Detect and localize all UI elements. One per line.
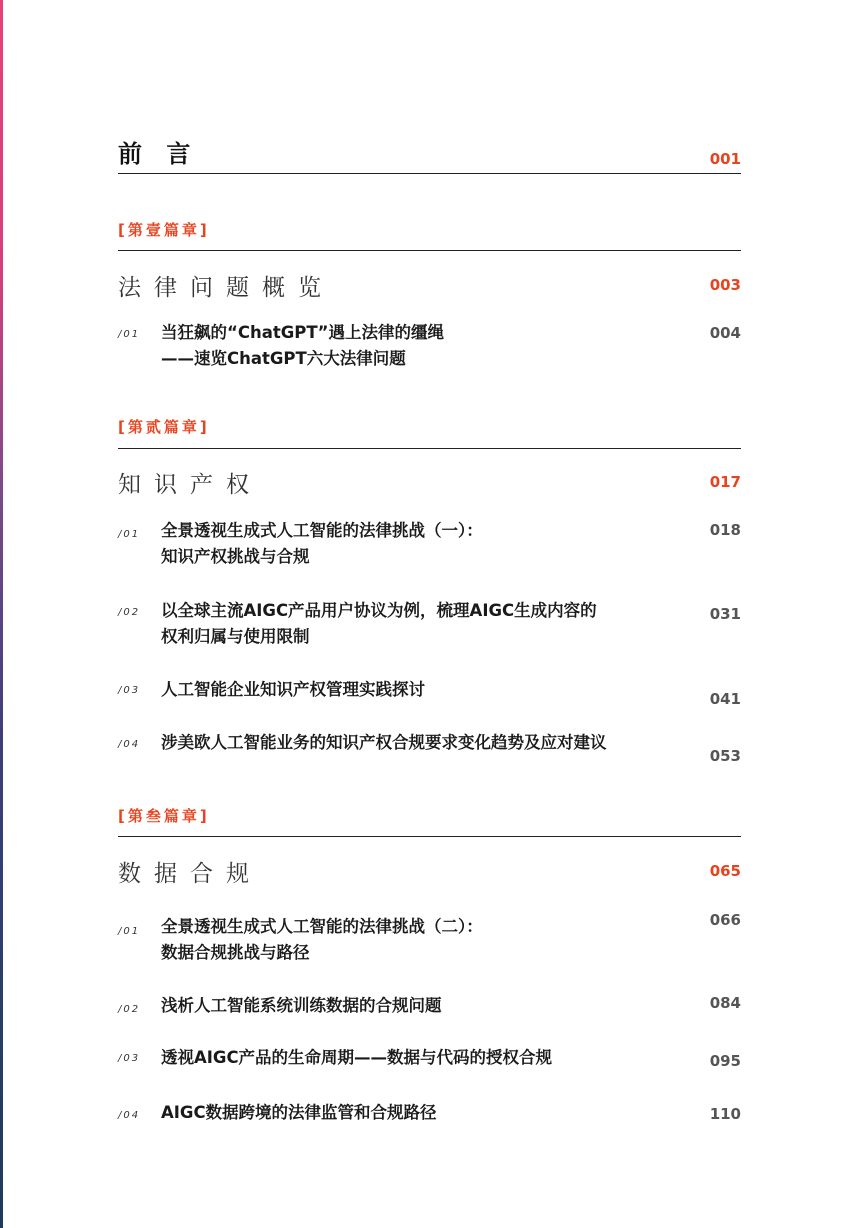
divider bbox=[118, 250, 741, 251]
article-title[interactable] bbox=[161, 518, 483, 570]
article-page[interactable]: 031 bbox=[709, 605, 741, 623]
article-page[interactable]: 053 bbox=[709, 747, 741, 765]
article-title-line: ——速览ChatGPT六大法律问题 bbox=[161, 349, 406, 368]
article-title-line: 全景透视生成式人工智能的法律挑战（一）： bbox=[161, 521, 483, 540]
article-page[interactable]: 110 bbox=[709, 1105, 741, 1123]
article-title-line: 权利归属与使用限制 bbox=[161, 627, 310, 646]
article-title[interactable] bbox=[161, 1045, 552, 1071]
section-page[interactable]: 003 bbox=[709, 276, 741, 294]
article-title-line: 数据合规挑战与路径 bbox=[161, 943, 310, 962]
article-number: /01 bbox=[118, 529, 141, 540]
section-page[interactable]: 065 bbox=[709, 862, 741, 880]
divider bbox=[118, 836, 741, 837]
divider bbox=[118, 173, 741, 174]
article-title-line: 透视AIGC产品的生命周期——数据与代码的授权合规 bbox=[161, 1048, 553, 1067]
divider bbox=[118, 448, 741, 449]
section-title[interactable]: 法律问题概览 bbox=[118, 275, 334, 301]
article-title-line: AIGC数据跨境的法律监管和合规路径 bbox=[161, 1103, 437, 1122]
left-edge-gradient bbox=[0, 0, 3, 1228]
article-page[interactable]: 095 bbox=[709, 1052, 741, 1070]
foreword-page[interactable]: 001 bbox=[709, 150, 741, 168]
article-page[interactable]: 041 bbox=[709, 690, 741, 708]
article-title-line: 全景透视生成式人工智能的法律挑战（二）： bbox=[161, 917, 483, 936]
article-title-line: 涉美欧人工智能业务的知识产权合规要求变化趋势及应对建议 bbox=[161, 733, 607, 752]
article-number: /03 bbox=[118, 1053, 141, 1064]
article-title-line: 当狂飙的“ChatGPT”遇上法律的缰绳 bbox=[161, 323, 444, 342]
article-page[interactable]: 066 bbox=[709, 911, 741, 929]
part-label: [第贰篇章] bbox=[118, 418, 210, 436]
article-title-line: 知识产权挑战与合规 bbox=[161, 547, 310, 566]
article-title[interactable] bbox=[161, 1100, 437, 1126]
foreword-title: 前 言 bbox=[118, 140, 199, 168]
article-page[interactable]: 084 bbox=[709, 994, 741, 1012]
part-label: [第壹篇章] bbox=[118, 221, 210, 239]
article-title[interactable] bbox=[161, 730, 607, 756]
article-title-line: 以全球主流AIGC产品用户协议为例，梳理AIGC生成内容的 bbox=[161, 601, 597, 620]
article-number: /04 bbox=[118, 1110, 141, 1121]
section-title[interactable]: 知识产权 bbox=[118, 472, 262, 498]
article-title[interactable] bbox=[161, 914, 483, 966]
article-title[interactable] bbox=[161, 598, 597, 650]
article-title[interactable] bbox=[161, 320, 444, 372]
article-title[interactable] bbox=[161, 993, 442, 1019]
section-title[interactable]: 数据合规 bbox=[118, 861, 262, 887]
article-title-line: 人工智能企业知识产权管理实践探讨 bbox=[161, 680, 425, 699]
article-number: /02 bbox=[118, 607, 141, 618]
article-title[interactable] bbox=[161, 677, 425, 703]
article-number: /01 bbox=[118, 329, 141, 340]
article-number: /01 bbox=[118, 926, 141, 937]
part-label: [第叁篇章] bbox=[118, 807, 210, 825]
article-title-line: 浅析人工智能系统训练数据的合规问题 bbox=[161, 996, 442, 1015]
section-page[interactable]: 017 bbox=[709, 473, 741, 491]
article-page[interactable]: 018 bbox=[709, 521, 741, 539]
article-number: /04 bbox=[118, 739, 141, 750]
article-number: /02 bbox=[118, 1004, 141, 1015]
article-number: /03 bbox=[118, 685, 141, 696]
article-page[interactable]: 004 bbox=[709, 324, 741, 342]
